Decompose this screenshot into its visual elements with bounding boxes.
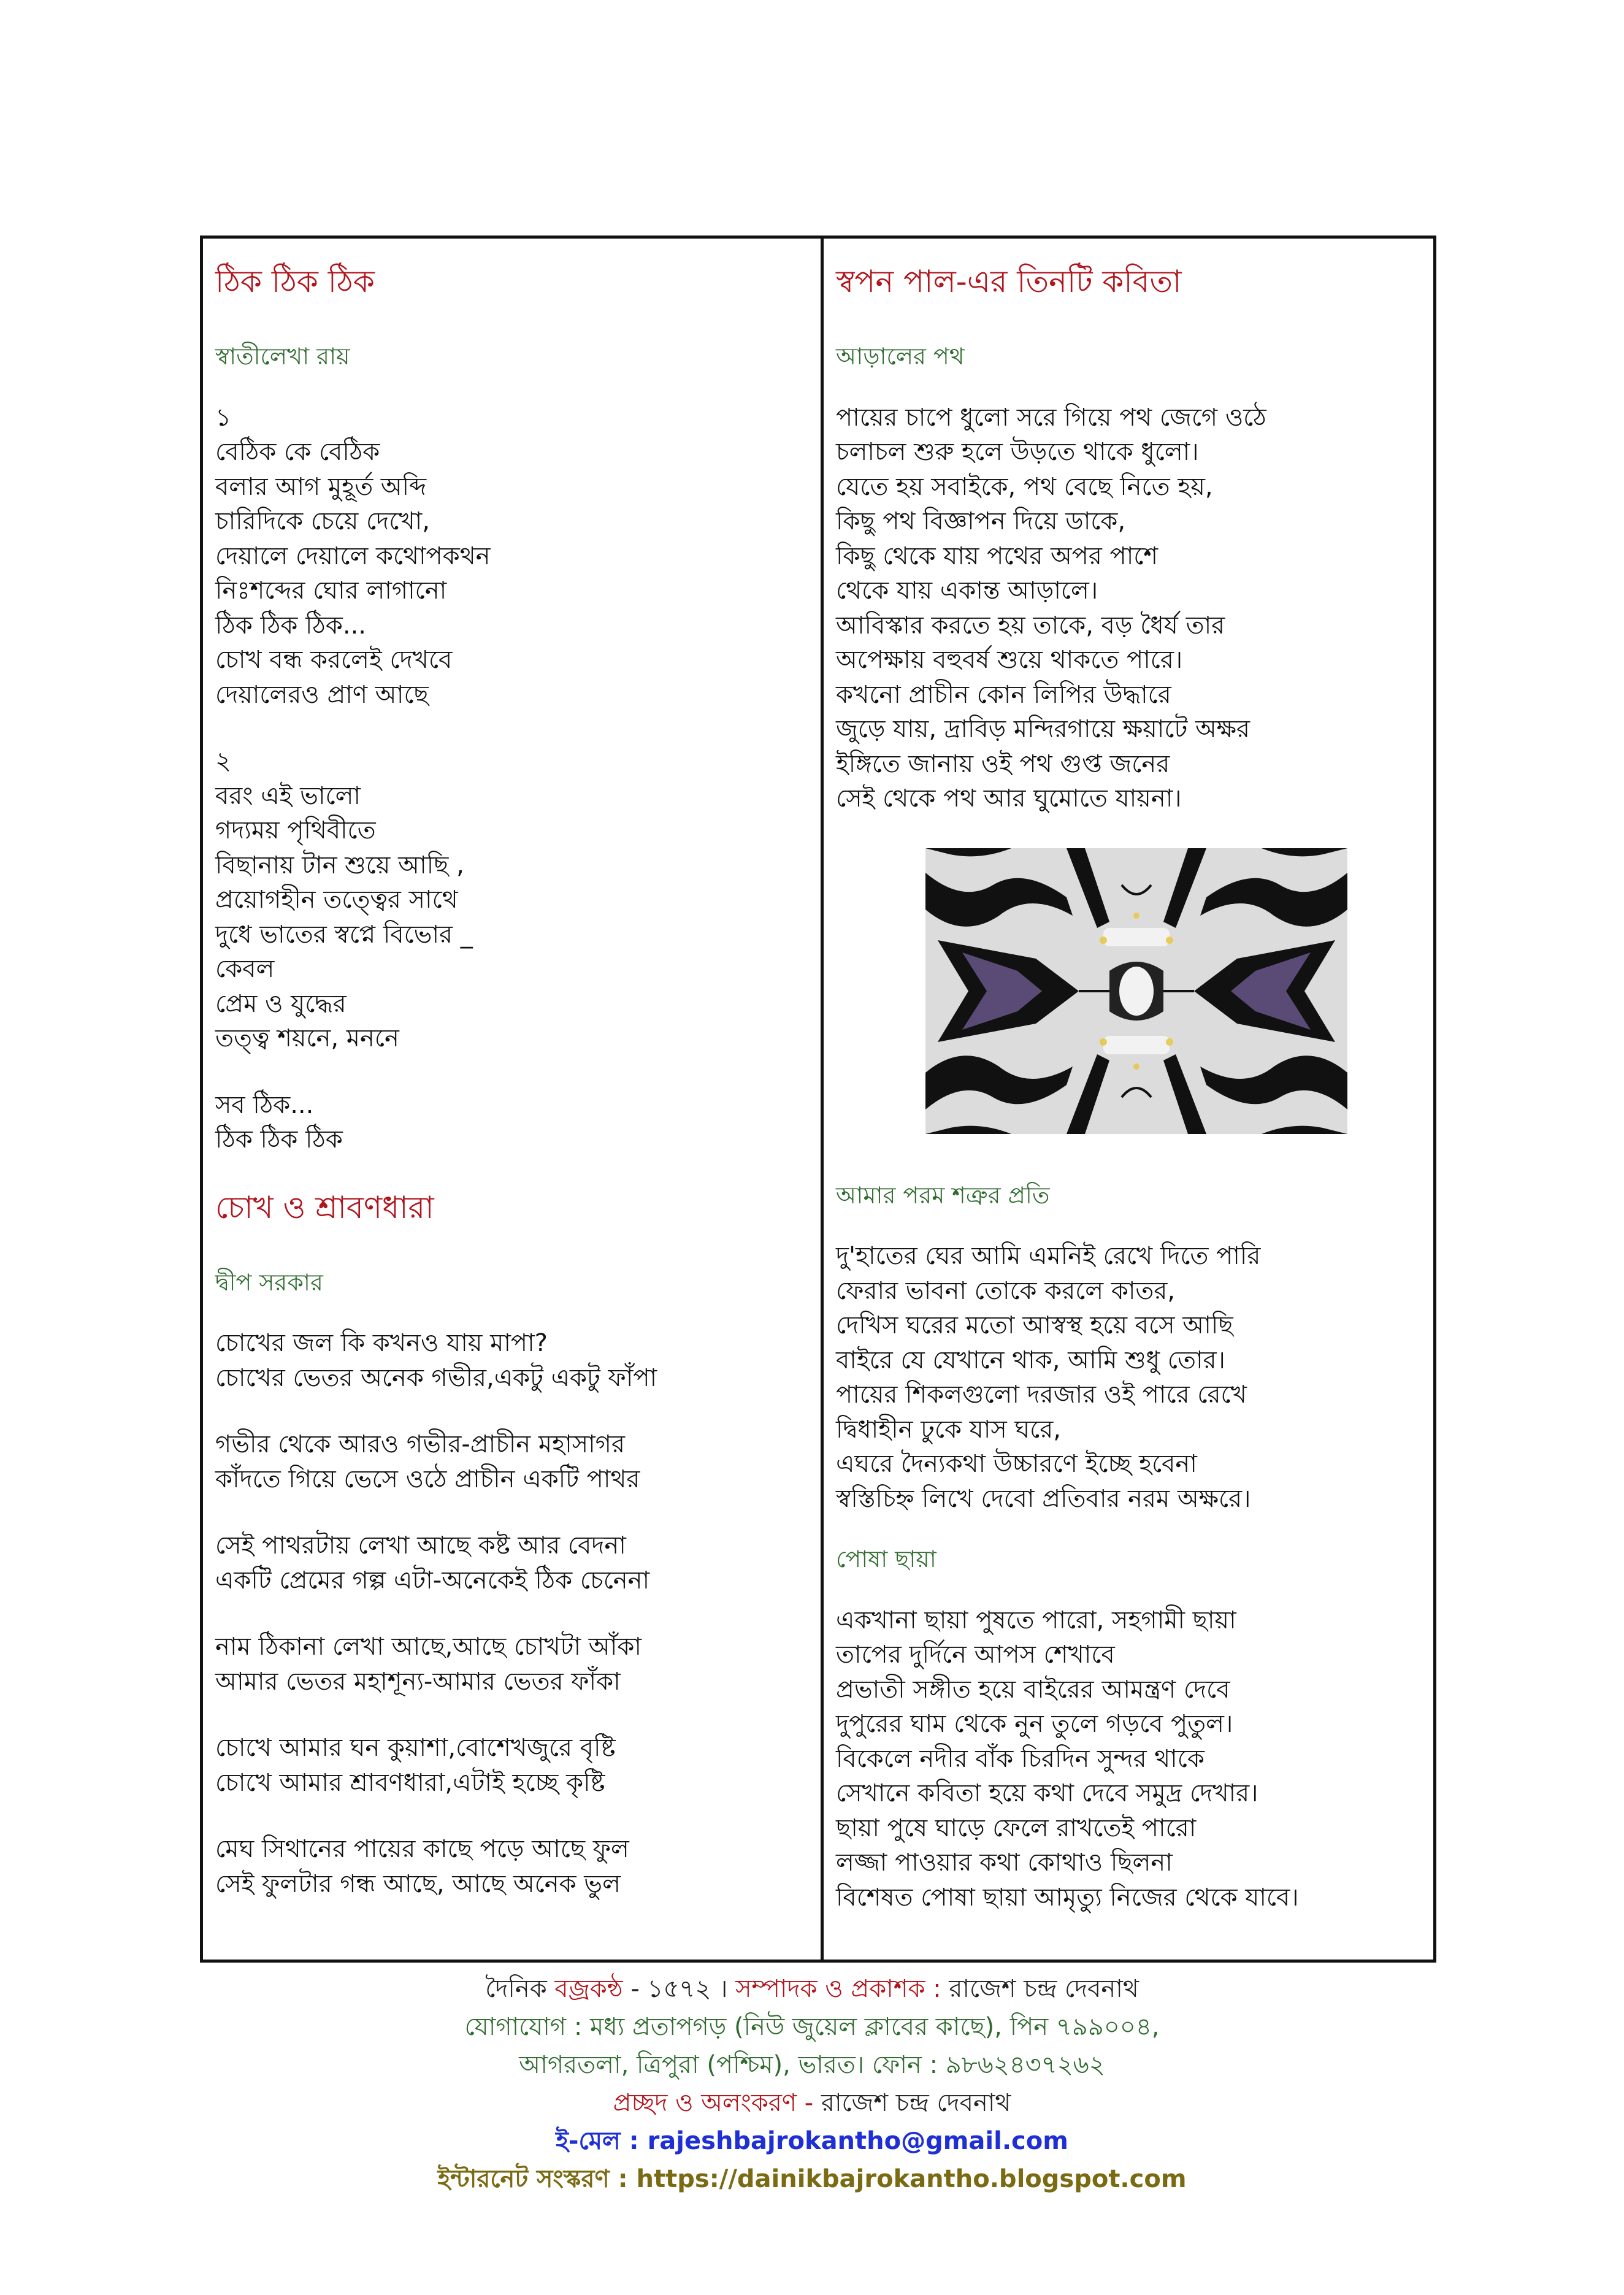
poem-line: দেখিস ঘরের মতো আস্বস্থ হয়ে বসে আছি	[836, 1311, 1233, 1340]
poem-line: আবিস্কার করতে হয় তাকে, বড় ধৈর্য তার	[836, 611, 1225, 640]
poem-line: চারিদিকে চেয়ে দেখো,	[215, 507, 430, 536]
stanza	[215, 400, 821, 713]
poem-line: গদ্যময় পৃথিবীতে	[215, 816, 376, 845]
poem-author: স্বাতীলেখা রায়	[215, 343, 350, 370]
poem-line: চোখে আমার শ্রাবণধারা,এটাই হচ্ছে কৃষ্টি	[215, 1768, 605, 1797]
poem-line: দেয়ালেরও প্রাণ আছে	[215, 680, 429, 709]
poem-line: বিকেলে নদীর বাঁক চিরদিন সুন্দর থাকে	[836, 1744, 1205, 1773]
footer-text: দৈনিক	[485, 1975, 555, 2003]
poem-line: বিশেষত পোষা ছায়া আমৃত্যু নিজের থেকে যাবে।	[836, 1883, 1299, 1912]
poem-line: সব ঠিক...	[215, 1090, 314, 1119]
stanza	[215, 1630, 821, 1699]
poem-author: দ্বীপ সরকার	[215, 1268, 323, 1296]
poem-line: দুধে ভাতের স্বপ্নে বিভোর _	[215, 920, 473, 949]
poem-line: ছায়া পুষে ঘাড়ে ফেলে রাখতেই পারো	[836, 1814, 1197, 1842]
footer-contact-line: যোগাযোগ : মধ্য প্রতাপগড় (নিউ জুয়েল ক্লাবের কাছে), পিন ৭৯৯০০৪,	[464, 2013, 1160, 2041]
website-link[interactable]: https://dainikbajrokantho.blogspot.com	[636, 2165, 1187, 2193]
poem-line: চোখের জল কি কখনও যায় মাপা?	[215, 1329, 548, 1358]
stanza	[836, 1239, 1436, 1516]
poem-line: ইঙ্গিতে জানায় ওই পথ গুপ্ত জনের	[836, 749, 1170, 778]
stanza	[836, 1603, 1436, 1915]
poem-body	[215, 1326, 821, 1901]
poem-line: দুপুরের ঘাম থেকে নুন তুলে গড়বে পুতুল।	[836, 1710, 1233, 1739]
content-frame	[200, 236, 1436, 1963]
cover-artist: রাজেশ চন্দ্র দেবনাথ	[821, 2089, 1011, 2117]
footer-email-line	[0, 2122, 1624, 2160]
poem-body	[836, 1239, 1436, 1516]
poem-line: প্রয়োগহীন তত্ত্বের সাথে	[215, 886, 458, 914]
poem-line: একটি প্রেমের গল্প এটা-অনেকেই ঠিক চেনেনা	[215, 1566, 650, 1595]
poem-line: থেকে যায় একান্ত আড়ালে।	[836, 577, 1098, 605]
footer	[0, 1970, 1624, 2198]
poem-line: আমার ভেতর মহাশূন্য-আমার ভেতর ফাঁকা	[215, 1667, 621, 1696]
stanza	[215, 1088, 821, 1157]
poem-line: বরং এই ভালো	[215, 781, 361, 810]
poem-line: ঠিক ঠিক ঠিক...	[215, 611, 366, 640]
right-column	[824, 239, 1436, 1960]
poem-line: দু'হাতের ঘের আমি এমনিই রেখে দিতে পারি	[836, 1242, 1261, 1271]
poem-subtitle: পোষা ছায়া	[836, 1546, 936, 1573]
poem-title: চোখ ও শ্রাবণধারা	[215, 1189, 434, 1225]
web-label: ইন্টারনেট সংস্করণ :	[437, 2165, 637, 2193]
poem-line: মেঘ সিথানের পায়ের কাছে পড়ে আছে ফুল	[215, 1835, 629, 1864]
editor-label: সম্পাদক ও প্রকাশক :	[735, 1975, 949, 2003]
stanza	[215, 1326, 821, 1395]
poem-line: সেই পাথরটায় লেখা আছে কষ্ট আর বেদনা	[215, 1531, 626, 1560]
poem-line: প্রেম ও যুদ্ধের	[215, 989, 347, 1018]
left-column	[203, 239, 821, 1960]
poem-line: নাম ঠিকানা লেখা আছে,আছে চোখটা আঁকা	[215, 1633, 642, 1661]
poem-line: দেয়ালে দেয়ালে কথোপকথন	[215, 542, 491, 570]
poem-body	[836, 400, 1436, 816]
email-link[interactable]: rajeshbajrokantho@gmail.com	[647, 2127, 1068, 2155]
poem-line: সেই ফুলটার গন্ধ আছে, আছে অনেক ভুল	[215, 1869, 621, 1898]
poem-line: স্বস্তিচিহ্ন লিখে দেবো প্রতিবার নরম অক্ষরে।	[836, 1484, 1251, 1513]
poem-line: বেঠিক কে বেঠিক	[215, 438, 380, 467]
poem-line: বলার আগ মুহূর্ত অব্দি	[215, 472, 427, 501]
poem-line: সেখানে কবিতা হয়ে কথা দেবে সমুদ্র দেখার।	[836, 1779, 1258, 1808]
poem-line: এঘরে দৈন্যকথা উচ্চারণে ইচ্ছে হবেনা	[836, 1450, 1197, 1479]
footer-publication-line	[0, 1970, 1624, 2008]
stanza	[215, 744, 821, 1056]
newspaper-name: বজ্রকন্ঠ	[554, 1975, 623, 2003]
section-title: স্বপন পাল-এর তিনটি কবিতা	[836, 264, 1182, 299]
poem-line: প্রভাতী সঙ্গীত হয়ে বাইরের আমন্ত্রণ দেবে	[836, 1675, 1230, 1704]
poem-line: বাইরে যে যেখানে থাক, আমি শুধু তোর।	[836, 1346, 1225, 1374]
poem-line: কখনো প্রাচীন কোন লিপির উদ্ধারে	[836, 680, 1171, 709]
poem-body	[215, 400, 821, 1157]
poem-line: নিঃশব্দের ঘোর লাগানো	[215, 577, 447, 605]
poem-subtitle: আড়ালের পথ	[836, 343, 965, 370]
poem-line: চোখের ভেতর অনেক গভীর,একটু একটু ফাঁপা	[215, 1363, 657, 1392]
poem-title: ঠিক ঠিক ঠিক	[215, 264, 375, 299]
poem-line: পায়ের শিকলগুলো দরজার ওই পারে রেখে	[836, 1381, 1247, 1409]
poem-line: কিছু পথ বিজ্ঞাপন দিয়ে ডাকে,	[836, 507, 1126, 536]
stanza	[215, 1528, 821, 1598]
footer-cover-credit	[0, 2084, 1624, 2122]
poem-line: ফেরার ভাবনা তোকে করলে কাতর,	[836, 1276, 1176, 1305]
cover-label: প্রচ্ছদ ও অলংকরণ -	[613, 2089, 821, 2117]
email-label: ই-মেল :	[556, 2127, 648, 2155]
poem-line: সেই থেকে পথ আর ঘুমোতে যায়না।	[836, 784, 1182, 813]
poem-line: চোখ বন্ধ করলেই দেখবে	[215, 646, 453, 675]
poem-line: বিছানায় টান শুয়ে আছি ,	[215, 851, 464, 879]
poem-line: যেতে হয় সবাইকে, পথ বেছে নিতে হয়,	[836, 472, 1213, 501]
poem-line: তত্ত্ব শয়নে, মননে	[215, 1024, 399, 1053]
stanza	[215, 1832, 821, 1901]
issue-number: - ১৫৭২ ।	[622, 1975, 736, 2003]
poem-line: তাপের দুর্দিনে আপস শেখাবে	[836, 1641, 1115, 1669]
abstract-illustration	[925, 848, 1347, 1134]
poem-subtitle: আমার পরম শত্রুর প্রতি	[836, 1181, 1050, 1209]
poem-line: গভীর থেকে আরও গভীর-প্রাচীন মহাসাগর	[215, 1430, 625, 1459]
poem-line: ঠিক ঠিক ঠিক	[215, 1125, 343, 1154]
poem-line: অপেক্ষায় বহুবর্ষ শুয়ে থাকতে পারে।	[836, 646, 1183, 675]
poem-line: পায়ের চাপে ধুলো সরে গিয়ে পথ জেগে ওঠে	[836, 403, 1266, 432]
footer-web-line	[0, 2160, 1624, 2198]
poem-line: ১	[215, 403, 231, 432]
poem-body	[836, 1603, 1436, 1915]
poem-line: লজ্জা পাওয়ার কথা কোথাও ছিলনা	[836, 1849, 1173, 1877]
poem-line: কাঁদতে গিয়ে ভেসে ওঠে প্রাচীন একটি পাথর	[215, 1465, 640, 1493]
stanza	[836, 400, 1436, 816]
poem-line: ২	[215, 747, 232, 776]
poem-line: দ্বিধাহীন ঢুকে যাস ঘরে,	[836, 1415, 1061, 1444]
editor-name: রাজেশ চন্দ্র দেবনাথ	[949, 1975, 1139, 2003]
poem-line: জুড়ে যায়, দ্রাবিড় মন্দিরগায়ে ক্ষয়াটে অক্ষর	[836, 715, 1251, 744]
stanza	[215, 1427, 821, 1496]
poem-line: কেবল	[215, 955, 275, 984]
poem-line: একখানা ছায়া পুষতে পারো, সহগামী ছায়া	[836, 1606, 1236, 1634]
poem-line: চলাচল শুরু হলে উড়তে থাকে ধুলো।	[836, 438, 1199, 467]
poem-line: কিছু থেকে যায় পথের অপর পাশে	[836, 542, 1159, 570]
stanza	[215, 1731, 821, 1800]
poem-line: চোখে আমার ঘন কুয়াশা,বোশেখজুরে বৃষ্টি	[215, 1734, 616, 1763]
footer-address-line: আগরতলা, ত্রিপুরা (পশ্চিম), ভারত। ফোন : ৯৮৬২৪৩৭২৬২	[519, 2051, 1105, 2079]
